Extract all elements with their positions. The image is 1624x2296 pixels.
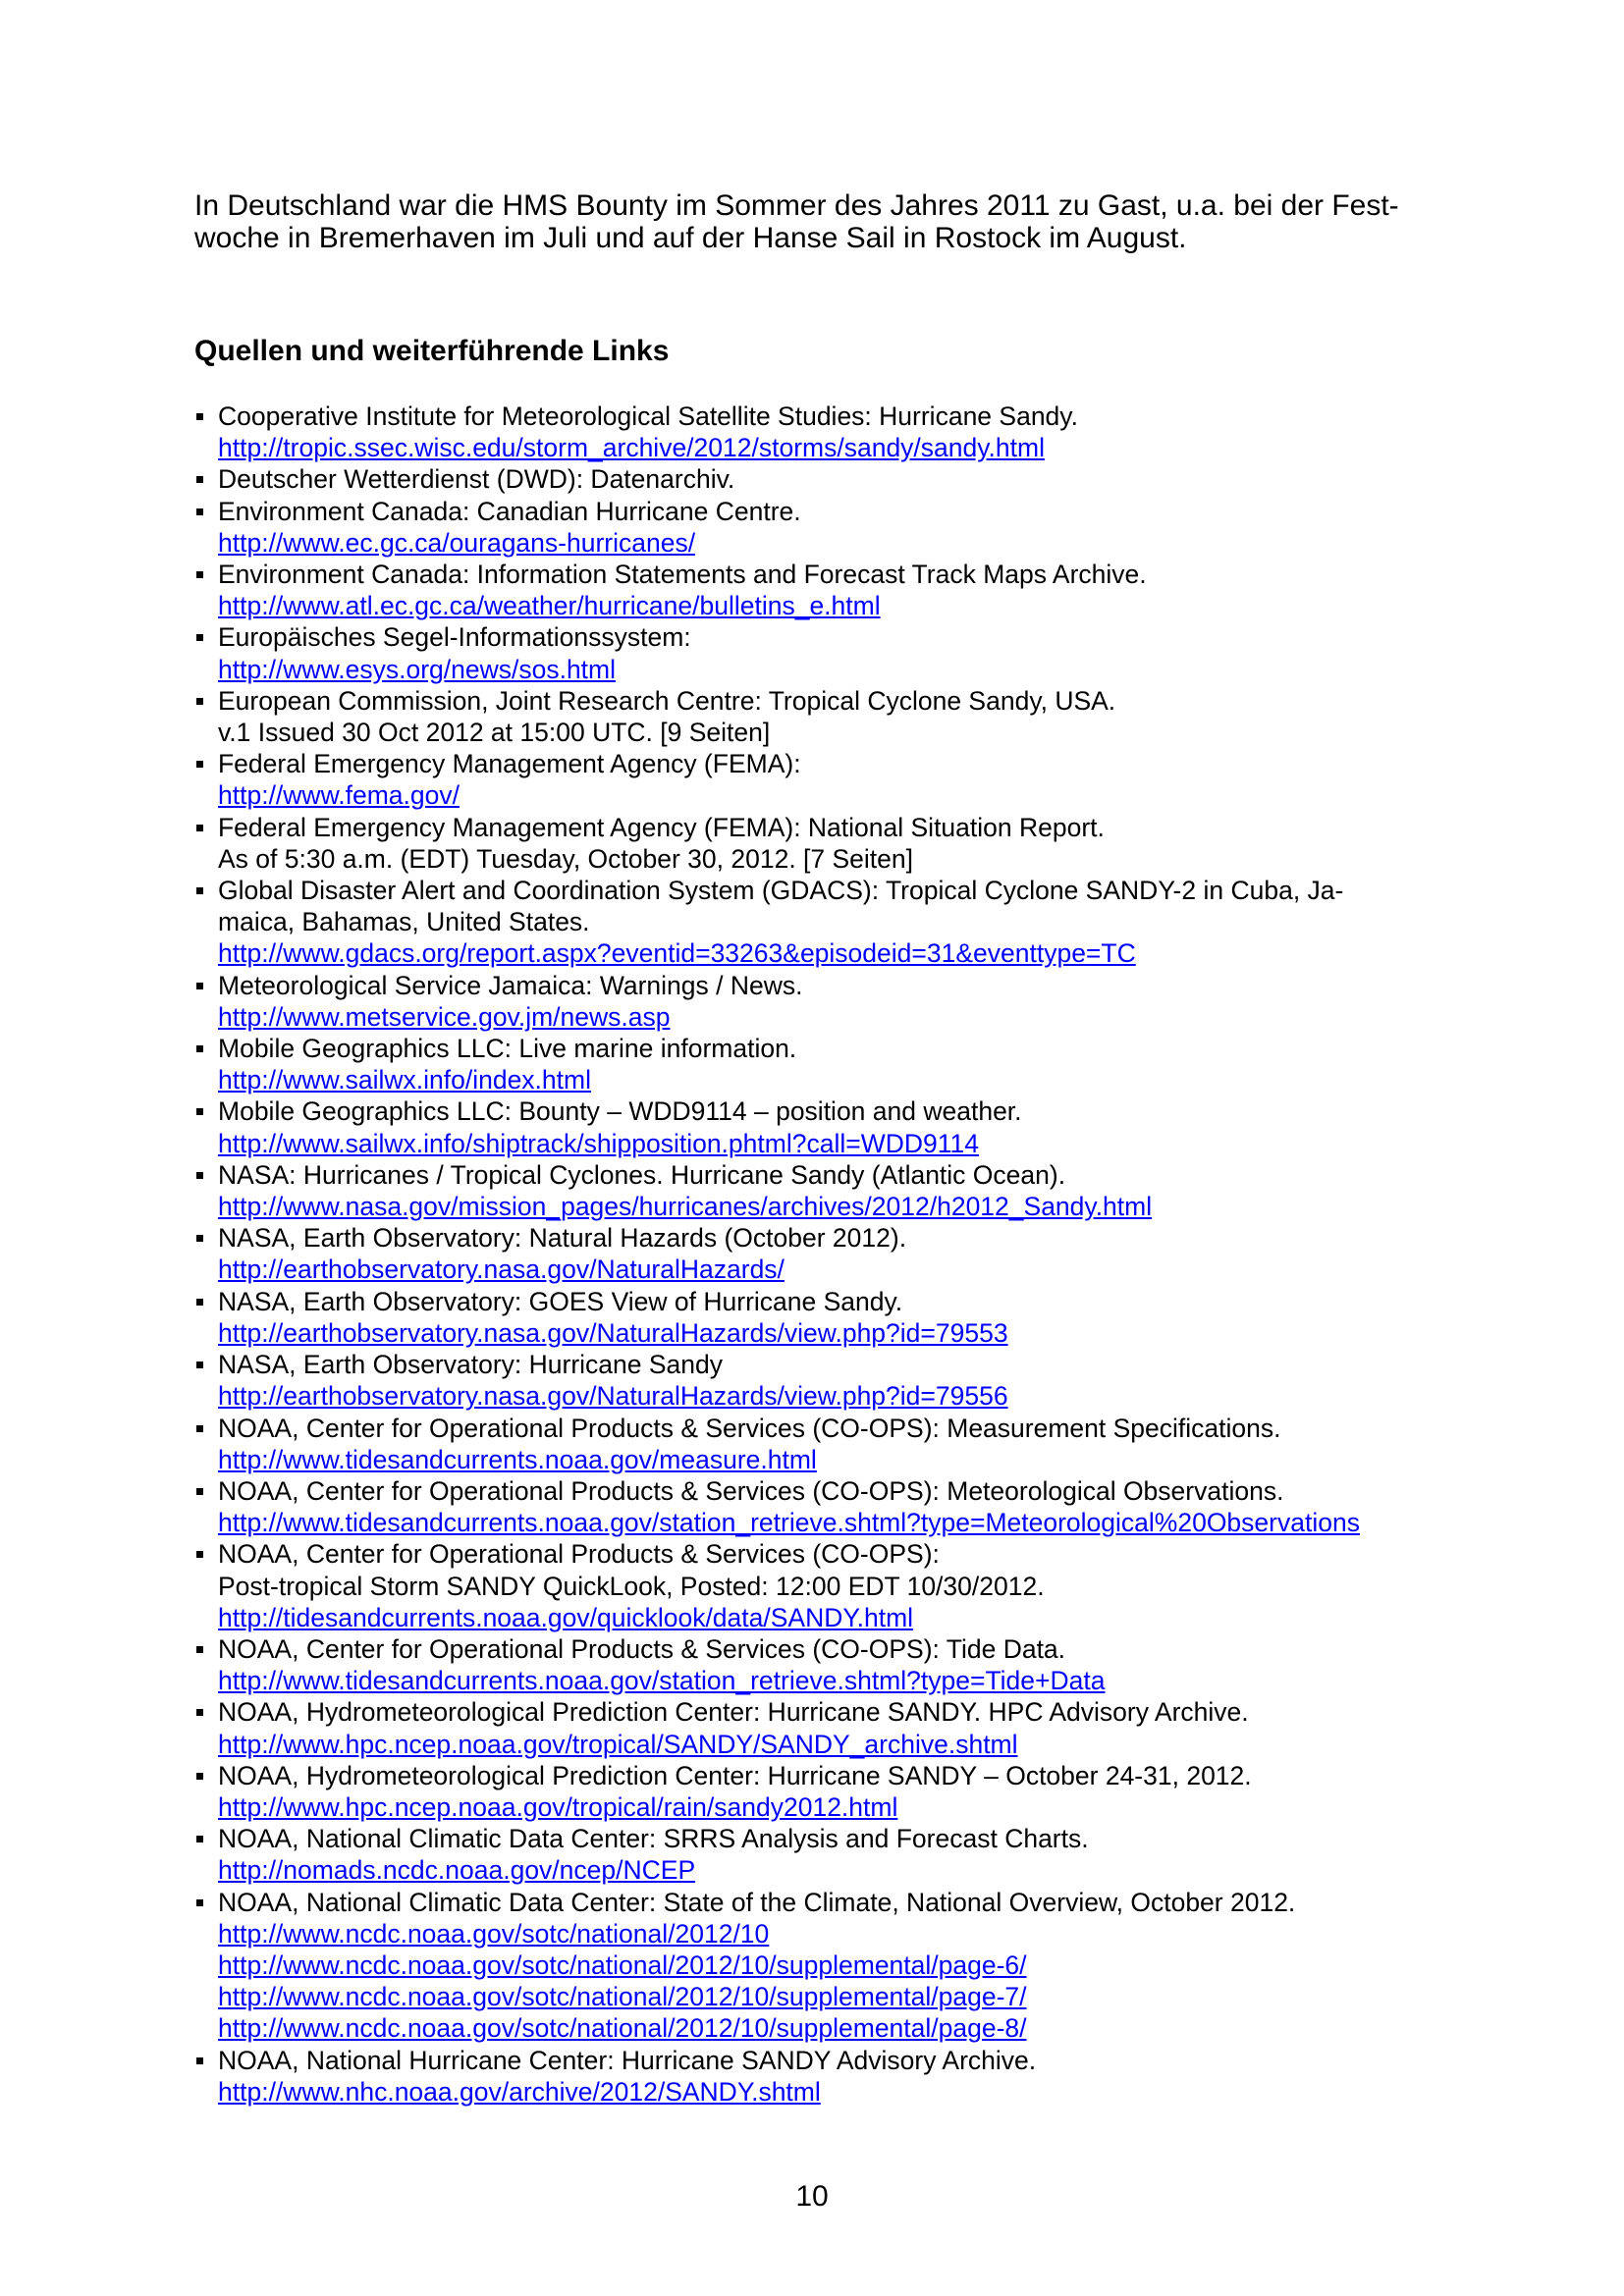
reference-link[interactable]: http://www.atl.ec.gc.ca/weather/hurricane/bulletins_e.html: [218, 591, 881, 621]
reference-text: NASA: Hurricanes / Tropical Cyclones. Hurricane Sandy (Atlantic Ocean).: [218, 1159, 1066, 1190]
reference-item: [194, 1633, 1471, 1696]
reference-text: Europäisches Segel-Informationssystem:: [218, 622, 691, 653]
reference-text: Environment Canada: Information Statements and Forecast Track Maps Archive.: [218, 560, 1147, 590]
reference-item: [194, 1475, 1471, 1538]
reference-link[interactable]: http://www.nasa.gov/mission_pages/hurricanes/archives/2012/h2012_Sandy.html: [218, 1192, 1153, 1222]
reference-item: [194, 463, 1471, 495]
reference-text: Environment Canada: Canadian Hurricane Centre.: [218, 496, 801, 526]
reference-item: [194, 1033, 1471, 1095]
reference-item: [194, 875, 1471, 970]
reference-text: NASA, Earth Observatory: Natural Hazards (October 2012).: [218, 1223, 907, 1254]
intro-line: woche in Bremerhaven im Juli und auf der Hanse Sail in Rostock im August.: [194, 222, 1187, 254]
reference-link[interactable]: http://www.ncdc.noaa.gov/sotc/national/2012/10: [218, 1918, 770, 1949]
reference-text: NASA, Earth Observatory: GOES View of Hurricane Sandy.: [218, 1286, 903, 1316]
reference-item: [194, 559, 1471, 621]
reference-text: Meteorological Service Jamaica: Warnings / News.: [218, 970, 803, 1000]
reference-text: NOAA, National Hurricane Center: Hurricane SANDY Advisory Archive.: [218, 2045, 1037, 2075]
reference-text: Mobile Geographics LLC: Bounty – WDD9114 – position and weather.: [218, 1096, 1022, 1127]
reference-item: [194, 748, 1471, 811]
reference-item: [194, 812, 1471, 875]
page-number: 10: [795, 2180, 829, 2213]
reference-text: maica, Bahamas, United States.: [218, 907, 590, 937]
reference-text: NOAA, Hydrometeorological Prediction Center: Hurricane SANDY – October 24-31, 2012.: [218, 1760, 1252, 1790]
reference-link[interactable]: http://www.hpc.ncep.noaa.gov/tropical/rain/sandy2012.html: [218, 1791, 898, 1822]
reference-link[interactable]: http://www.esys.org/news/sos.html: [218, 654, 617, 684]
reference-item: [194, 496, 1471, 559]
reference-link[interactable]: http://earthobservatory.nasa.gov/NaturalHazards/view.php?id=79556: [218, 1381, 1008, 1412]
reference-item: [194, 1349, 1471, 1412]
reference-text: NOAA, Center for Operational Products & Services (CO-OPS): Meteorological Observations.: [218, 1475, 1284, 1506]
reference-link[interactable]: http://www.tidesandcurrents.noaa.gov/station_retrieve.shtml?type=Tide+Data: [218, 1666, 1106, 1696]
reference-text: Federal Emergency Management Agency (FEMA):: [218, 749, 801, 779]
reference-item: [194, 970, 1471, 1033]
reference-text: NOAA, National Climatic Data Center: State of the Climate, National Overview, October 2012.: [218, 1887, 1296, 1917]
reference-link[interactable]: http://www.sailwx.info/index.html: [218, 1065, 591, 1095]
reference-item: [194, 1696, 1471, 1759]
reference-link[interactable]: http://tropic.ssec.wisc.edu/storm_archive/2012/storms/sandy/sandy.html: [218, 433, 1045, 463]
reference-item: [194, 1159, 1471, 1222]
reference-list: [194, 400, 1471, 2108]
reference-item: [194, 1413, 1471, 1475]
reference-link[interactable]: http://earthobservatory.nasa.gov/NaturalHazards/view.php?id=79553: [218, 1317, 1008, 1348]
reference-link[interactable]: http://www.sailwx.info/shiptrack/shipposition.phtml?call=WDD9114: [218, 1128, 979, 1158]
reference-text: NOAA, Hydrometeorological Prediction Center: Hurricane SANDY. HPC Advisory Archive.: [218, 1697, 1249, 1728]
reference-text: NOAA, National Climatic Data Center: SRRS Analysis and Forecast Charts.: [218, 1824, 1089, 1854]
reference-text: Global Disaster Alert and Coordination System (GDACS): Tropical Cyclone SANDY-2 in Cuba, Ja-: [218, 876, 1344, 906]
reference-link[interactable]: http://www.tidesandcurrents.noaa.gov/measure.html: [218, 1444, 817, 1474]
reference-link[interactable]: http://earthobservatory.nasa.gov/NaturalHazards/: [218, 1255, 785, 1285]
reference-link[interactable]: http://tidesandcurrents.noaa.gov/quicklook/data/SANDY.html: [218, 1602, 914, 1632]
reference-item: [194, 621, 1471, 684]
reference-text: Cooperative Institute for Meteorological Satellite Studies: Hurricane Sandy.: [218, 401, 1078, 431]
reference-text: NOAA, Center for Operational Products & Services (CO-OPS): Tide Data.: [218, 1633, 1066, 1664]
reference-text: Post-tropical Storm SANDY QuickLook, Posted: 12:00 EDT 10/30/2012.: [218, 1571, 1045, 1601]
reference-item: [194, 1887, 1471, 2045]
reference-text: European Commission, Joint Research Centre: Tropical Cyclone Sandy, USA.: [218, 685, 1116, 716]
reference-text: Federal Emergency Management Agency (FEMA): National Situation Report.: [218, 812, 1105, 842]
reference-link[interactable]: http://www.ec.gc.ca/ouragans-hurricanes/: [218, 527, 696, 558]
reference-item: [194, 1538, 1471, 1633]
intro-paragraph: [194, 189, 1432, 254]
reference-item: [194, 685, 1471, 748]
reference-link[interactable]: http://www.ncdc.noaa.gov/sotc/national/2012/10/supplemental/page-6/: [218, 1949, 1027, 1980]
reference-item: [194, 1095, 1471, 1158]
reference-link[interactable]: http://www.gdacs.org/report.aspx?eventid=33263&episodeid=31&eventtype=TC: [218, 938, 1136, 969]
reference-link[interactable]: http://www.ncdc.noaa.gov/sotc/national/2012/10/supplemental/page-7/: [218, 1982, 1027, 2012]
reference-text: v.1 Issued 30 Oct 2012 at 15:00 UTC. [9 Seiten]: [218, 718, 771, 748]
reference-link[interactable]: http://www.nhc.noaa.gov/archive/2012/SANDY.shtml: [218, 2076, 821, 2107]
reference-link[interactable]: http://www.fema.gov/: [218, 780, 460, 811]
reference-text: Deutscher Wetterdienst (DWD): Datenarchiv.: [218, 464, 735, 495]
intro-line: In Deutschland war die HMS Bounty im Sommer des Jahres 2011 zu Gast, u.a. bei der Fest-: [194, 189, 1399, 222]
reference-link[interactable]: http://www.hpc.ncep.noaa.gov/tropical/SANDY/SANDY_archive.shtml: [218, 1729, 1018, 1759]
reference-text: NOAA, Center for Operational Products & Services (CO-OPS): Measurement Specifications.: [218, 1413, 1281, 1443]
reference-text: NOAA, Center for Operational Products & Services (CO-OPS):: [218, 1539, 940, 1570]
reference-item: [194, 1760, 1471, 1823]
reference-item: [194, 1823, 1471, 1886]
reference-item: [194, 1286, 1471, 1349]
section-heading: Quellen und weiterführende Links: [194, 335, 670, 367]
reference-item: [194, 2045, 1471, 2108]
reference-link[interactable]: http://www.metservice.gov.jm/news.asp: [218, 1001, 671, 1032]
reference-link[interactable]: http://www.tidesandcurrents.noaa.gov/station_retrieve.shtml?type=Meteorological%20Observations: [218, 1508, 1360, 1538]
reference-link[interactable]: http://www.ncdc.noaa.gov/sotc/national/2012/10/supplemental/page-8/: [218, 2013, 1027, 2044]
reference-item: [194, 1222, 1471, 1285]
reference-link[interactable]: http://nomads.ncdc.noaa.gov/ncep/NCEP: [218, 1855, 696, 1886]
reference-item: [194, 400, 1471, 463]
reference-text: As of 5:30 a.m. (EDT) Tuesday, October 30, 2012. [7 Seiten]: [218, 843, 914, 874]
reference-text: NASA, Earth Observatory: Hurricane Sandy: [218, 1350, 724, 1380]
reference-text: Mobile Geographics LLC: Live marine information.: [218, 1034, 797, 1064]
